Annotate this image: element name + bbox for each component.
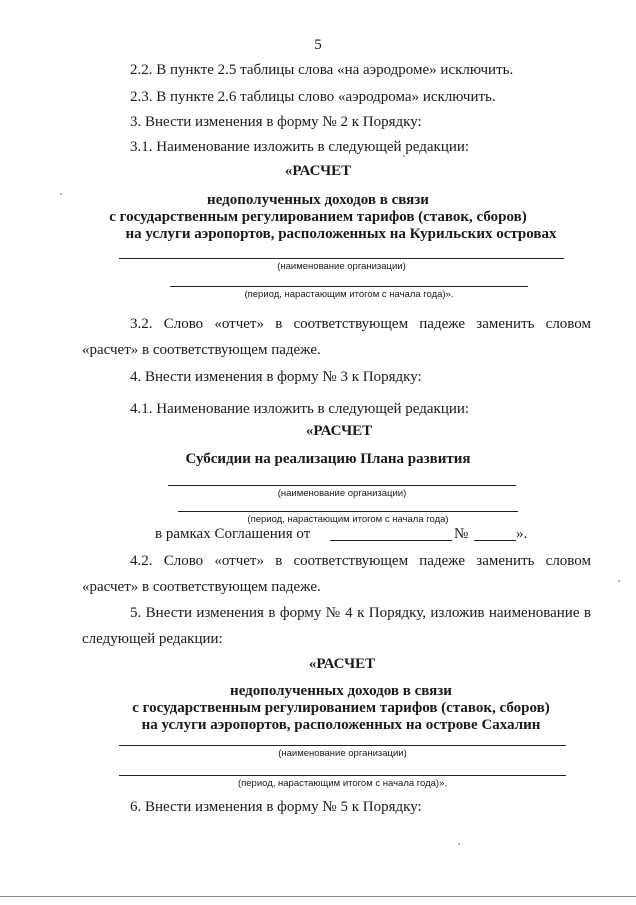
page-number: 5 — [314, 37, 322, 53]
block2-title: «РАСЧЕТ — [305, 423, 373, 439]
block1-title: «РАСЧЕТ — [284, 163, 352, 179]
block3-period-line — [119, 775, 566, 776]
paragraph-3: 3. Внести изменения в форму № 2 к Порядку: — [130, 114, 422, 130]
scan-edge — [0, 896, 636, 897]
block1-org-line — [119, 258, 564, 259]
block1-period-line — [170, 286, 528, 287]
block2-org-caption: (наименование организации) — [277, 488, 407, 499]
block2-period-caption: (период, нарастающим итогом с начала года) — [247, 514, 449, 525]
paragraph-5-line2: следующей редакции: — [82, 631, 223, 647]
block2-period-line — [178, 511, 518, 512]
paragraph-3-2-line2: «расчет» в соответствующем падеже. — [82, 342, 321, 358]
block1-line2: с государственным регулированием тарифов (ставок, сборов) — [109, 209, 527, 225]
paragraph-4-2-line2: «расчет» в соответствующем падеже. — [82, 579, 321, 595]
paragraph-5-line1: 5. Внести изменения в форму № 4 к Порядку, изложив наименование в — [130, 605, 591, 621]
paragraph-6: 6. Внести изменения в форму № 5 к Порядку: — [130, 799, 422, 815]
paragraph-2-3: 2.3. В пункте 2.6 таблицы слово «аэродрома» исключить. — [130, 89, 496, 105]
scan-speck — [60, 193, 62, 195]
scan-speck — [403, 155, 405, 157]
block1-period-caption: (период, нарастающим итогом с начала года)». — [244, 289, 454, 300]
block2-agreement-suffix: ». — [516, 526, 528, 542]
block3-title: «РАСЧЕТ — [308, 656, 376, 672]
block3-line3: на услуги аэропортов, расположенных на острове Сахалин — [141, 717, 541, 733]
block3-org-caption: (наименование организации) — [278, 748, 407, 759]
block3-line1: недополученных доходов в связи — [230, 683, 452, 699]
block2-agreement-prefix: в рамках Соглашения от — [155, 526, 311, 542]
paragraph-2-2: 2.2. В пункте 2.5 таблицы слова «на аэродроме» исключить. — [130, 62, 514, 78]
paragraph-4-1: 4.1. Наименование изложить в следующей редакции: — [130, 401, 470, 417]
block1-org-caption: (наименование организации) — [277, 261, 406, 272]
block1-line1: недополученных доходов в связи — [207, 192, 429, 208]
block3-line2: с государственным регулированием тарифов (ставок, сборов) — [132, 700, 550, 716]
block3-org-line — [119, 745, 566, 746]
scan-speck — [618, 580, 620, 582]
scan-speck — [458, 843, 460, 845]
block2-agreement-date-line — [330, 540, 452, 541]
block3-period-caption: (период, нарастающим итогом с начала года)». — [237, 778, 448, 789]
paragraph-3-2-line1: 3.2. Слово «отчет» в соответствующем падеже заменить словом — [130, 316, 591, 332]
block2-number-sign: № — [454, 526, 469, 542]
block2-org-line — [168, 485, 516, 486]
block2-agreement-number-line — [474, 540, 516, 541]
paragraph-4: 4. Внести изменения в форму № 3 к Порядку: — [130, 369, 422, 385]
paragraph-4-2-line1: 4.2. Слово «отчет» в соответствующем падеже заменить словом — [130, 553, 591, 569]
block2-line1: Субсидии на реализацию Плана развития — [185, 451, 471, 467]
block1-line3: на услуги аэропортов, расположенных на Курильских островах — [125, 226, 557, 242]
paragraph-3-1: 3.1. Наименование изложить в следующей редакции: — [130, 139, 470, 155]
